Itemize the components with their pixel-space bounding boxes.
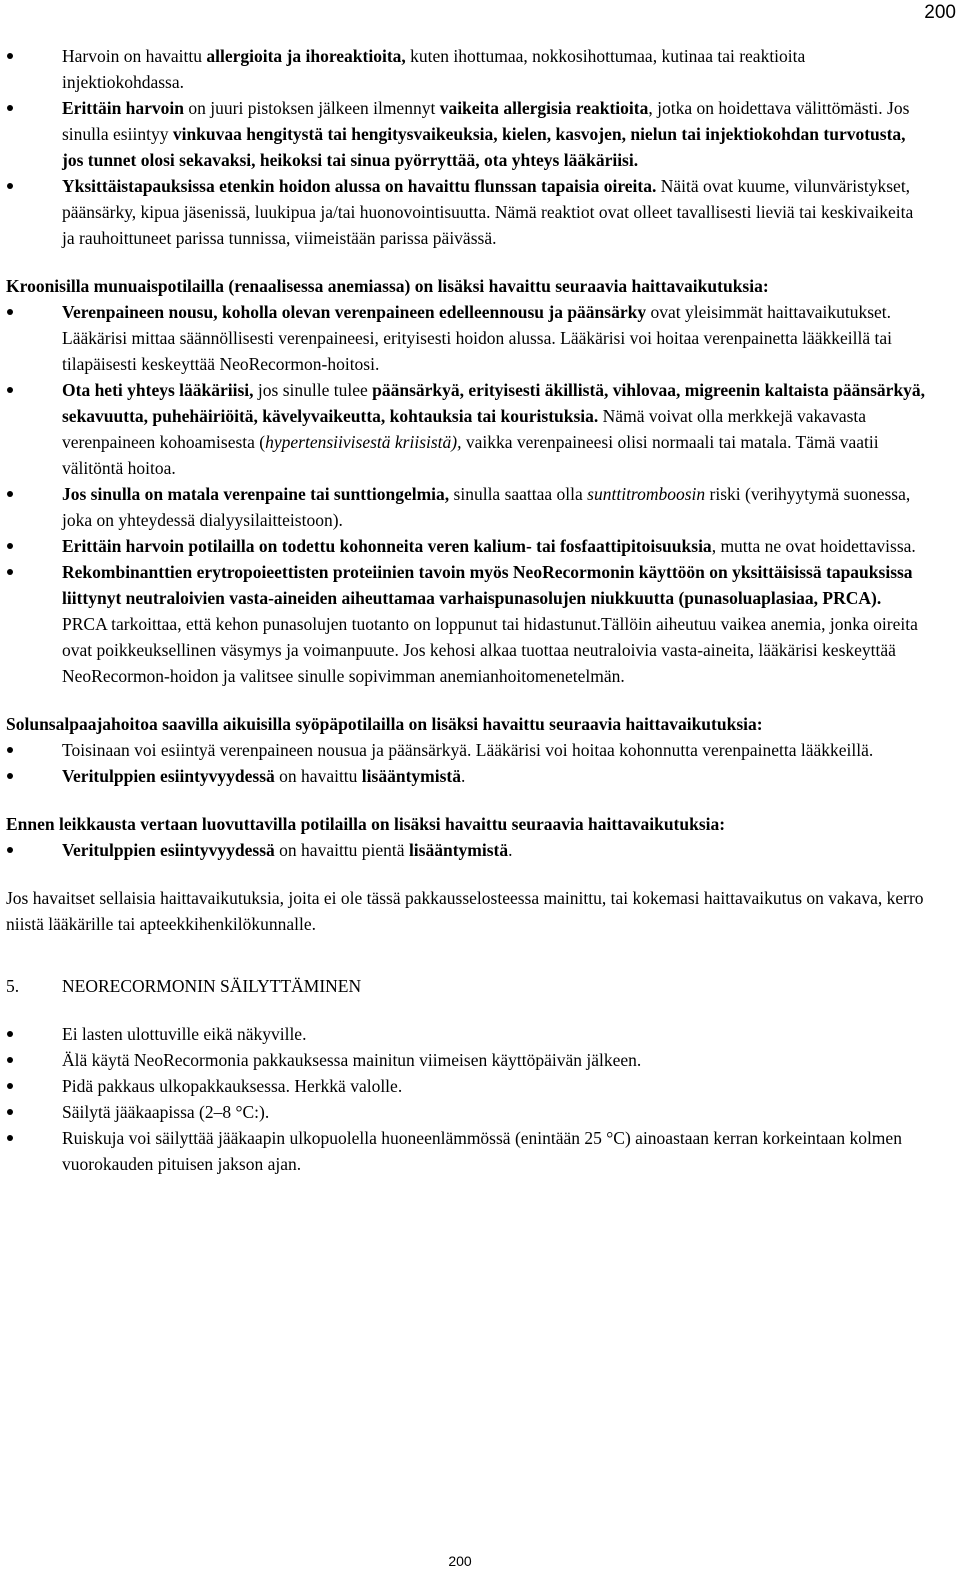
list-item: Ei lasten ulottuville eikä näkyville. <box>62 1024 307 1044</box>
renal-list <box>6 299 926 689</box>
section-number: 5. <box>6 976 20 996</box>
renal-heading: Kroonisilla munuaispotilailla (renaalisessa anemiassa) on lisäksi havaittu seuraavia haittavaikutuksia: <box>6 276 769 296</box>
list-item: Erittäin harvoin potilailla on todettu kohonneita veren kalium- tai fosfaattipitoisuuksia, mutta ne ovat hoidettavissa. <box>62 536 916 556</box>
page-number-bottom: 200 <box>448 1553 472 1569</box>
list-item: Veritulppien esiintyvyydessä on havaittu pientä lisääntymistä. <box>62 840 513 860</box>
list-item: Säilytä jääkaapissa (2–8 °C:). <box>62 1102 270 1122</box>
list-item: Pidä pakkaus ulkopakkauksessa. Herkkä valolle. <box>62 1076 403 1096</box>
list-item: Jos sinulla on matala verenpaine tai sunttiongelmia, sinulla saattaa olla sunttitromboosin riski (verihyytymä suonessa, joka on yhteydessä dialyysilaitteistoon). <box>62 484 911 530</box>
allergy-list <box>6 43 926 251</box>
list-item: Älä käytä NeoRecormonia pakkauksessa mainitun viimeisen käyttöpäivän jälkeen. <box>62 1050 642 1070</box>
list-item: Rekombinanttien erytropoieettisten proteiinien tavoin myös NeoRecormonin käyttöön on yksittäisissä tapauksissa liittynyt neutraloivien vasta-aineiden aiheuttamaa varhaispunasolujen niukkuutta (punasoluaplasiaa, PRCA). PRCA tarkoittaa, että kehon punasolujen tuotanto on loppunut tai hidastunut.Tällöin aiheutuu vaikea anemia, jonka oireita ovat poikkeuksellinen väsymys ja voimanpuute. Jos kehosi alkaa tuottaa neutraloivia vasta-aineita, lääkärisi keskeyttää NeoRecormon-hoidon ja valitsee sinulle sopivimman anemianhoitomenetelmän. <box>62 562 918 686</box>
chemo-list <box>6 737 926 789</box>
section-5-title <box>6 973 926 999</box>
list-item: Harvoin on havaittu allergioita ja ihoreaktioita, kuten ihottumaa, nokkosihottumaa, kutinaa tai reaktioita injektiokohdassa. <box>62 46 806 92</box>
page-content <box>6 43 926 1177</box>
list-item: Toisinaan voi esiintyä verenpaineen nousua ja päänsärkyä. Lääkärisi voi hoitaa kohonnutta verenpainetta lääkkeillä. <box>62 740 874 760</box>
list-item: Ruiskuja voi säilyttää jääkaapin ulkopuolella huoneenlämmössä (enintään 25 °C) ainoastaan kerran korkeintaan kolmen vuorokauden pituisen jakson ajan. <box>62 1128 902 1174</box>
list-item: Erittäin harvoin on juuri pistoksen jälkeen ilmennyt vaikeita allergisia reaktioita, jotka on hoidettava välittömästi. Jos sinulla esiintyy vinkuvaa hengitystä tai hengitysvaikeuksia, kielen, kasvojen, nielun tai injektiokohdan turvotusta, jos tunnet olosi sekavaksi, heikoksi tai sinua pyörryttää, ota yhteys lääkäriisi. <box>62 98 910 170</box>
surgery-heading: Ennen leikkausta vertaan luovuttavilla potilailla on lisäksi havaittu seuraavia haittavaikutuksia: <box>6 814 726 834</box>
page-number-top: 200 <box>924 2 956 23</box>
list-item: Veritulppien esiintyvyydessä on havaittu lisääntymistä. <box>62 766 466 786</box>
list-item: Ota heti yhteys lääkäriisi, jos sinulle tulee päänsärkyä, erityisesti äkillistä, vihlovaa, migreenin kaltaista päänsärkyä, sekavuutta, puhehäiriöitä, kävelyvaikeutta, kohtauksia tai kouristuksia. Nämä voivat olla merkkejä vakavasta verenpaineen kohoamisesta (hypertensiivisestä kriisistä), vaikka verenpaineesi olisi normaali tai matala. Tämä vaatii välitöntä hoitoa. <box>62 380 926 478</box>
storage-list <box>6 1021 926 1177</box>
surgery-list <box>6 837 926 863</box>
closing-paragraph: Jos havaitset sellaisia haittavaikutuksia, joita ei ole tässä pakkausselosteessa mainittu, tai kokemasi haittavaikutus on vakava, kerro niistä lääkärille tai apteekkihenkilökunnalle. <box>6 888 924 934</box>
list-item: Verenpaineen nousu, koholla olevan verenpaineen edelleennousu ja päänsärky ovat yleisimmät haittavaikutukset. Lääkärisi mittaa säännöllisesti verenpaineesi, erityisesti hoidon alussa. Lääkärisi voi hoitaa verenpainetta lääkkeillä tai tilapäisesti keskeyttää NeoRecormon-hoitosi. <box>62 302 892 374</box>
list-item: Yksittäistapauksissa etenkin hoidon alussa on havaittu flunssan tapaisia oireita. Näitä ovat kuume, vilunväristykset, päänsärky, kipua jäsenissä, luukipua ja/tai huonovointisuutta. Nämä reaktiot ovat olleet tavallisesti lieviä tai keskivaikeita ja rauhoittuneet parissa tunnissa, viimeistään parissa päivässä. <box>62 176 914 248</box>
section-title-text: NEORECORMONIN SÄILYTTÄMINEN <box>62 976 362 996</box>
chemo-heading: Solunsalpaajahoitoa saavilla aikuisilla syöpäpotilailla on lisäksi havaittu seuraavia haittavaikutuksia: <box>6 714 763 734</box>
